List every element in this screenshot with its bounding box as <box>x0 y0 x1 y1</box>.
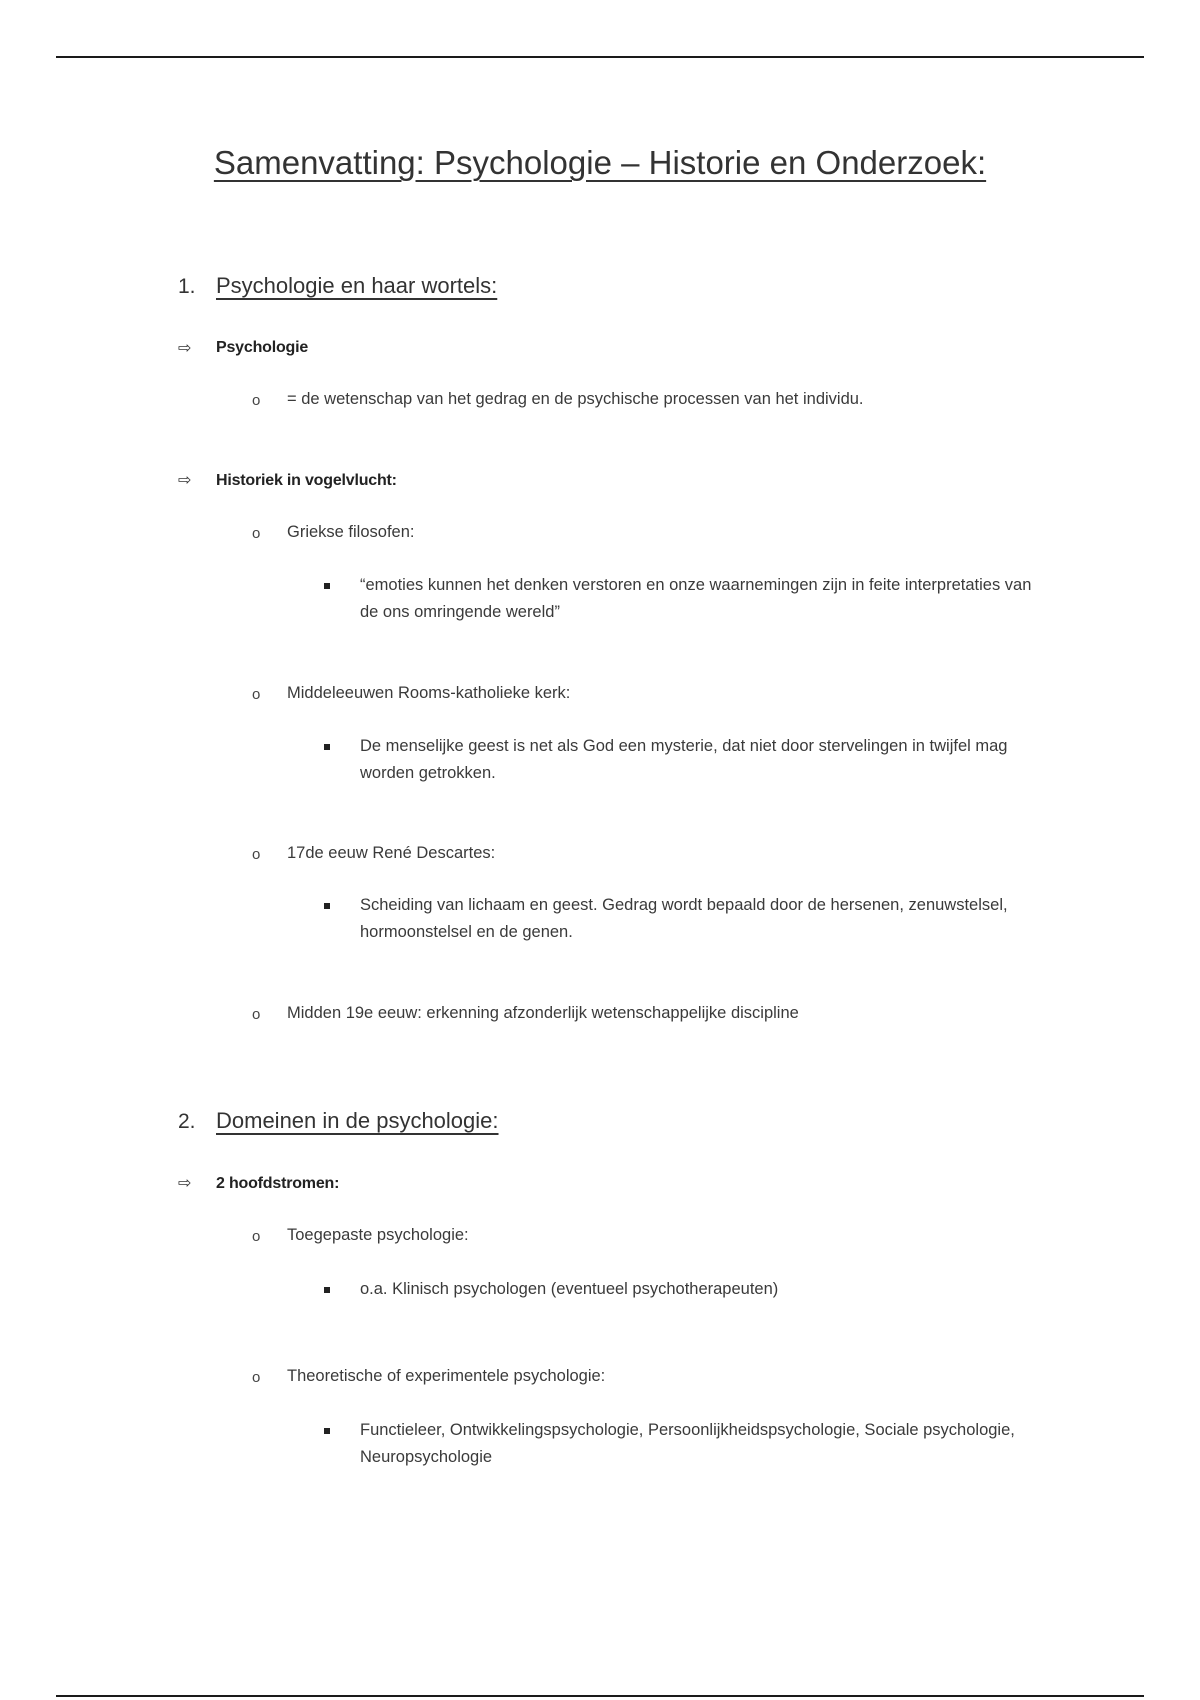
circle-bullet-icon: o <box>252 1369 261 1386</box>
document-title: Samenvatting: Psychologie – Historie en Onderzoek: <box>213 144 987 181</box>
square-bullet-icon <box>324 903 330 909</box>
sub-item-theoretische: Functieleer, Ontwikkelingspsychologie, Persoonlijkheidspsychologie, Sociale psychologie, Neuropsychologie <box>360 1421 1015 1466</box>
square-bullet-icon <box>324 1428 330 1434</box>
sub-item-middeleeuwen: De menselijke geest is net als God een mysterie, dat niet door stervelingen in twijfel mag worden getrokken. <box>360 737 1008 782</box>
square-bullet-icon <box>324 744 330 750</box>
list-item-middeleeuwen: Middeleeuwen Rooms-katholieke kerk: <box>287 684 571 702</box>
square-bullet-icon <box>324 1287 330 1293</box>
circle-bullet-icon: o <box>252 846 261 863</box>
list-item-toegepaste: Toegepaste psychologie: <box>287 1226 469 1244</box>
section-1-title: Psychologie en haar wortels: <box>216 273 498 298</box>
subheading-historiek: Historiek in vogelvlucht: <box>216 472 397 489</box>
header-rule <box>56 56 1144 58</box>
list-item-midden-19e-eeuw: Midden 19e eeuw: erkenning afzonderlijk wetenschappelijke discipline <box>287 1004 799 1022</box>
arrow-icon: ⇨ <box>178 1175 192 1192</box>
list-item-descartes: 17de eeuw René Descartes: <box>287 844 496 862</box>
footer-rule <box>56 1695 1144 1697</box>
list-item-griekse-filosofen: Griekse filosofen: <box>287 523 415 541</box>
subheading-psychologie: Psychologie <box>216 339 309 356</box>
sub-item-descartes: Scheiding van lichaam en geest. Gedrag wordt bepaald door de hersenen, zenuwstelsel, hormoonstelsel en de genen. <box>360 896 1008 941</box>
circle-bullet-icon: o <box>252 1228 261 1245</box>
sub-item-griekse-filosofen: “emoties kunnen het denken verstoren en onze waarnemingen zijn in feite interpretaties van de ons omringende wereld” <box>360 576 1032 621</box>
list-item-theoretische: Theoretische of experimentele psychologie: <box>287 1367 606 1385</box>
circle-bullet-icon: o <box>252 392 261 409</box>
circle-bullet-icon: o <box>252 525 261 542</box>
circle-bullet-icon: o <box>252 1006 261 1023</box>
section-1-number: 1. <box>178 275 196 298</box>
sub-item-toegepaste: o.a. Klinisch psychologen (eventueel psychotherapeuten) <box>360 1280 779 1298</box>
circle-bullet-icon: o <box>252 686 261 703</box>
arrow-icon: ⇨ <box>178 340 192 357</box>
section-2-title: Domeinen in de psychologie: <box>216 1108 499 1133</box>
subheading-hoofdstromen: 2 hoofdstromen: <box>216 1175 340 1192</box>
list-item-definition: = de wetenschap van het gedrag en de psychische processen van het individu. <box>287 390 864 408</box>
square-bullet-icon <box>324 583 330 589</box>
arrow-icon: ⇨ <box>178 472 192 489</box>
section-2-number: 2. <box>178 1110 196 1133</box>
